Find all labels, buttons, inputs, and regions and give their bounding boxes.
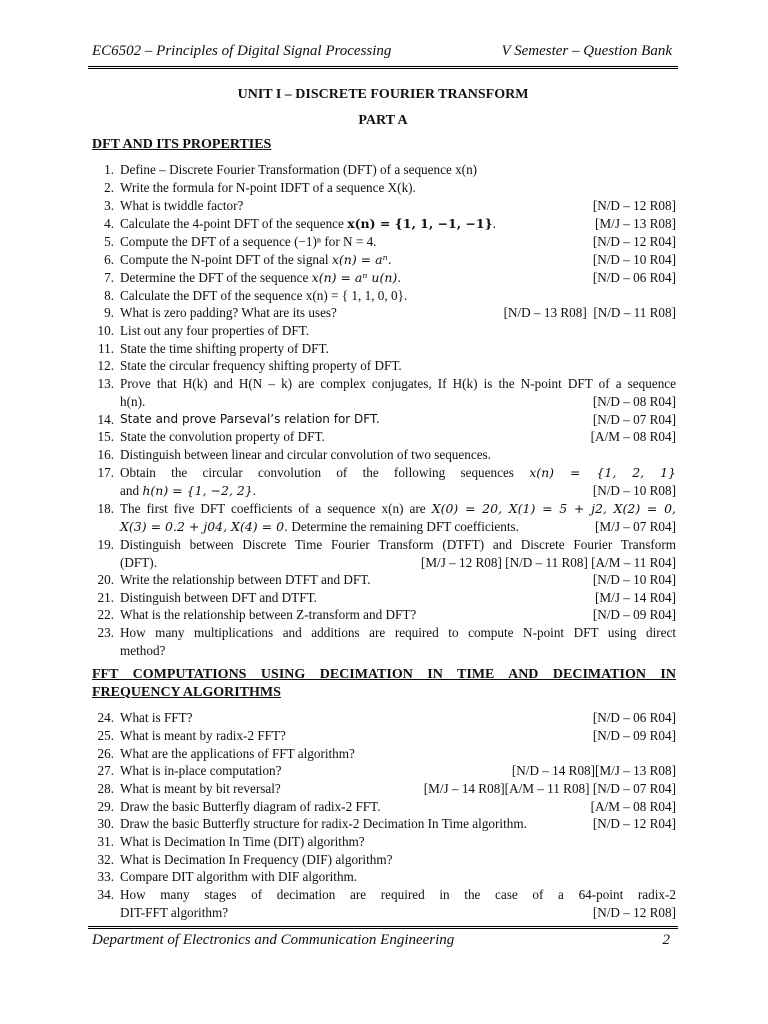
page-footer bbox=[92, 932, 670, 949]
question-16: 16. Distinguish between linear and circular convolution of two sequences. bbox=[97, 447, 491, 462]
question-8: 8. Calculate the DFT of the sequence x(n) = { 1, 1, 0, 0}. bbox=[104, 288, 408, 303]
exam-tag: [N/D – 06 R04] bbox=[592, 270, 676, 285]
question-5: 5. Compute the DFT of a sequence (−1)ⁿ for N = 4. [N/D – 12 R04] bbox=[104, 234, 676, 249]
question-27: 27. What is in-place computation? [N/D – 14 R08][M/J – 13 R08] bbox=[97, 763, 676, 778]
exam-tag: [N/D – 09 R04] bbox=[592, 728, 676, 743]
exam-tag: [N/D – 13 R08] [N/D – 11 R08] bbox=[503, 305, 676, 320]
section-fft-heading-line2: FREQUENCY ALGORITHMS bbox=[92, 685, 281, 700]
footer-rule bbox=[88, 926, 678, 929]
exam-tag: [N/D – 08 R04] bbox=[592, 393, 676, 409]
question-23: 23. How many multiplications and additions are required to compute N-point DFT using direct method? bbox=[97, 625, 676, 658]
question-30: 30. Draw the basic Butterfly structure for radix-2 Decimation In Time algorithm. [N/D – 12 R04] bbox=[97, 816, 676, 831]
exam-tag: [N/D – 10 R04] bbox=[592, 572, 676, 587]
section-fft-heading-line1: FFT COMPUTATIONS USING DECIMATION IN TIME AND DECIMATION IN bbox=[92, 667, 676, 682]
question-33: 33. Compare DIT algorithm with DIF algorithm. bbox=[97, 869, 358, 884]
question-32: 32. What is Decimation In Frequency (DIF) algorithm? bbox=[97, 852, 393, 867]
question-25: 25. What is meant by radix-2 FFT? [N/D – 09 R04] bbox=[97, 728, 676, 743]
question-31: 31. What is Decimation In Time (DIT) algorithm? bbox=[97, 834, 365, 849]
exam-tag: [N/D – 07 R04] bbox=[592, 412, 676, 427]
question-6: 6. Compute the N-point DFT of the signal x(n) = aⁿ. [N/D – 10 R04] bbox=[104, 252, 676, 267]
exam-tag: [A/M – 08 R04] bbox=[590, 429, 676, 444]
exam-tag: [N/D – 10 R04] bbox=[592, 252, 676, 267]
exam-tag: [M/J – 14 R08][A/M – 11 R08] [N/D – 07 R04] bbox=[423, 781, 676, 796]
question-26: 26. What are the applications of FFT algorithm? bbox=[97, 746, 355, 761]
question-21: 21. Distinguish between DFT and DTFT. [M/J – 14 R04] bbox=[97, 590, 676, 605]
header-semester: V Semester – Question Bank bbox=[501, 43, 672, 59]
exam-tag: [M/J – 07 R04] bbox=[595, 518, 676, 534]
question-18: 18. The first five DFT coefficients of a sequence x(n) are X(0) = 20, X(1) = 5 + j2, X(2) = 0, X(3) = 0.2 + j04, X(4) = 0. Determine the remaining DFT coefficients. [M/J – 07 R04] bbox=[97, 501, 676, 534]
exam-tag: [A/M – 08 R04] bbox=[590, 799, 676, 814]
header-course: EC6502 – Principles of Digital Signal Processing bbox=[92, 43, 392, 59]
question-11: 11. State the time shifting property of DFT. bbox=[98, 341, 329, 356]
question-1: 1. Define – Discrete Fourier Transformation (DFT) of a sequence x(n) bbox=[104, 162, 478, 177]
question-17: 17. Obtain the circular convolution of the following sequences x(n) = {1, 2, 1} and h(n) = {1, −2, 2}. [N/D – 10 R08] bbox=[97, 465, 676, 498]
question-24: 24. What is FFT? [N/D – 06 R04] bbox=[97, 710, 676, 725]
section-dft-properties: DFT AND ITS PROPERTIES bbox=[92, 137, 272, 152]
question-22: 22. What is the relationship between Z-transform and DFT? [N/D – 09 R04] bbox=[97, 607, 676, 622]
exam-tag: [N/D – 12 R04] bbox=[592, 816, 676, 831]
exam-tag: [M/J – 13 R08] bbox=[595, 216, 676, 231]
page-header bbox=[88, 40, 674, 64]
question-15: 15. State the convolution property of DFT. [A/M – 08 R04] bbox=[97, 429, 676, 444]
question-4: 4. Calculate the 4-point DFT of the sequence x(n) = {1, 1, −1, −1}. [M/J – 13 R08] bbox=[104, 216, 676, 231]
page-number: 2 bbox=[662, 932, 670, 948]
exam-tag: [N/D – 14 R08][M/J – 13 R08] bbox=[511, 763, 676, 778]
exam-tag: [N/D – 12 R08] bbox=[592, 198, 676, 213]
question-9: 9. What is zero padding? What are its uses? [N/D – 13 R08] [N/D – 11 R08] bbox=[104, 305, 676, 320]
question-20: 20. Write the relationship between DTFT and DFT. [N/D – 10 R04] bbox=[97, 572, 676, 587]
question-2: 2. Write the formula for N-point IDFT of a sequence X(k). bbox=[104, 180, 416, 195]
exam-tag: [N/D – 12 R04] bbox=[592, 234, 676, 249]
exam-tag: [M/J – 14 R04] bbox=[595, 590, 676, 605]
header-rule bbox=[88, 66, 678, 69]
exam-tag: [N/D – 12 R08] bbox=[592, 904, 676, 920]
question-34: 34. How many stages of decimation are required in the case of a 64-point radix-2 DIT-FFT algorithm? [N/D – 12 R08] bbox=[97, 887, 676, 920]
question-19: 19. Distinguish between Discrete Time Fourier Transform (DTFT) and Discrete Fourier Transform (DFT). [M/J – 12 R08] [N/D – 11 R08] [A/M – 11 R04] bbox=[97, 537, 676, 570]
exam-tag: [N/D – 10 R08] bbox=[592, 482, 676, 498]
question-29: 29. Draw the basic Butterfly diagram of radix-2 FFT. [A/M – 08 R04] bbox=[97, 799, 676, 814]
question-12: 12. State the circular frequency shifting property of DFT. bbox=[97, 358, 402, 373]
question-10: 10. List out any four properties of DFT. bbox=[97, 323, 310, 338]
exam-tag: [M/J – 12 R08] [N/D – 11 R08] [A/M – 11 R04] bbox=[420, 554, 676, 570]
exam-tag: [N/D – 06 R04] bbox=[592, 710, 676, 725]
question-13: 13. Prove that H(k) and H(N – k) are complex conjugates, If H(k) is the N-point DFT of a sequence h(n). [N/D – 08 R04] bbox=[97, 376, 676, 409]
question-3: 3. What is twiddle factor? [N/D – 12 R08] bbox=[104, 198, 676, 213]
unit-title: UNIT I – DISCRETE FOURIER TRANSFORM bbox=[237, 87, 529, 102]
question-14: 14. State and prove Parseval’s relation for DFT. [N/D – 07 R04] bbox=[97, 412, 676, 427]
question-28: 28. What is meant by bit reversal? [M/J – 14 R08][A/M – 11 R08] [N/D – 07 R04] bbox=[97, 781, 676, 796]
question-7: 7. Determine the DFT of the sequence x(n) = aⁿ u(n). [N/D – 06 R04] bbox=[104, 270, 676, 285]
exam-tag: [N/D – 09 R04] bbox=[592, 607, 676, 622]
footer-department: Department of Electronics and Communication Engineering bbox=[92, 932, 455, 948]
part-title: PART A bbox=[358, 113, 408, 128]
